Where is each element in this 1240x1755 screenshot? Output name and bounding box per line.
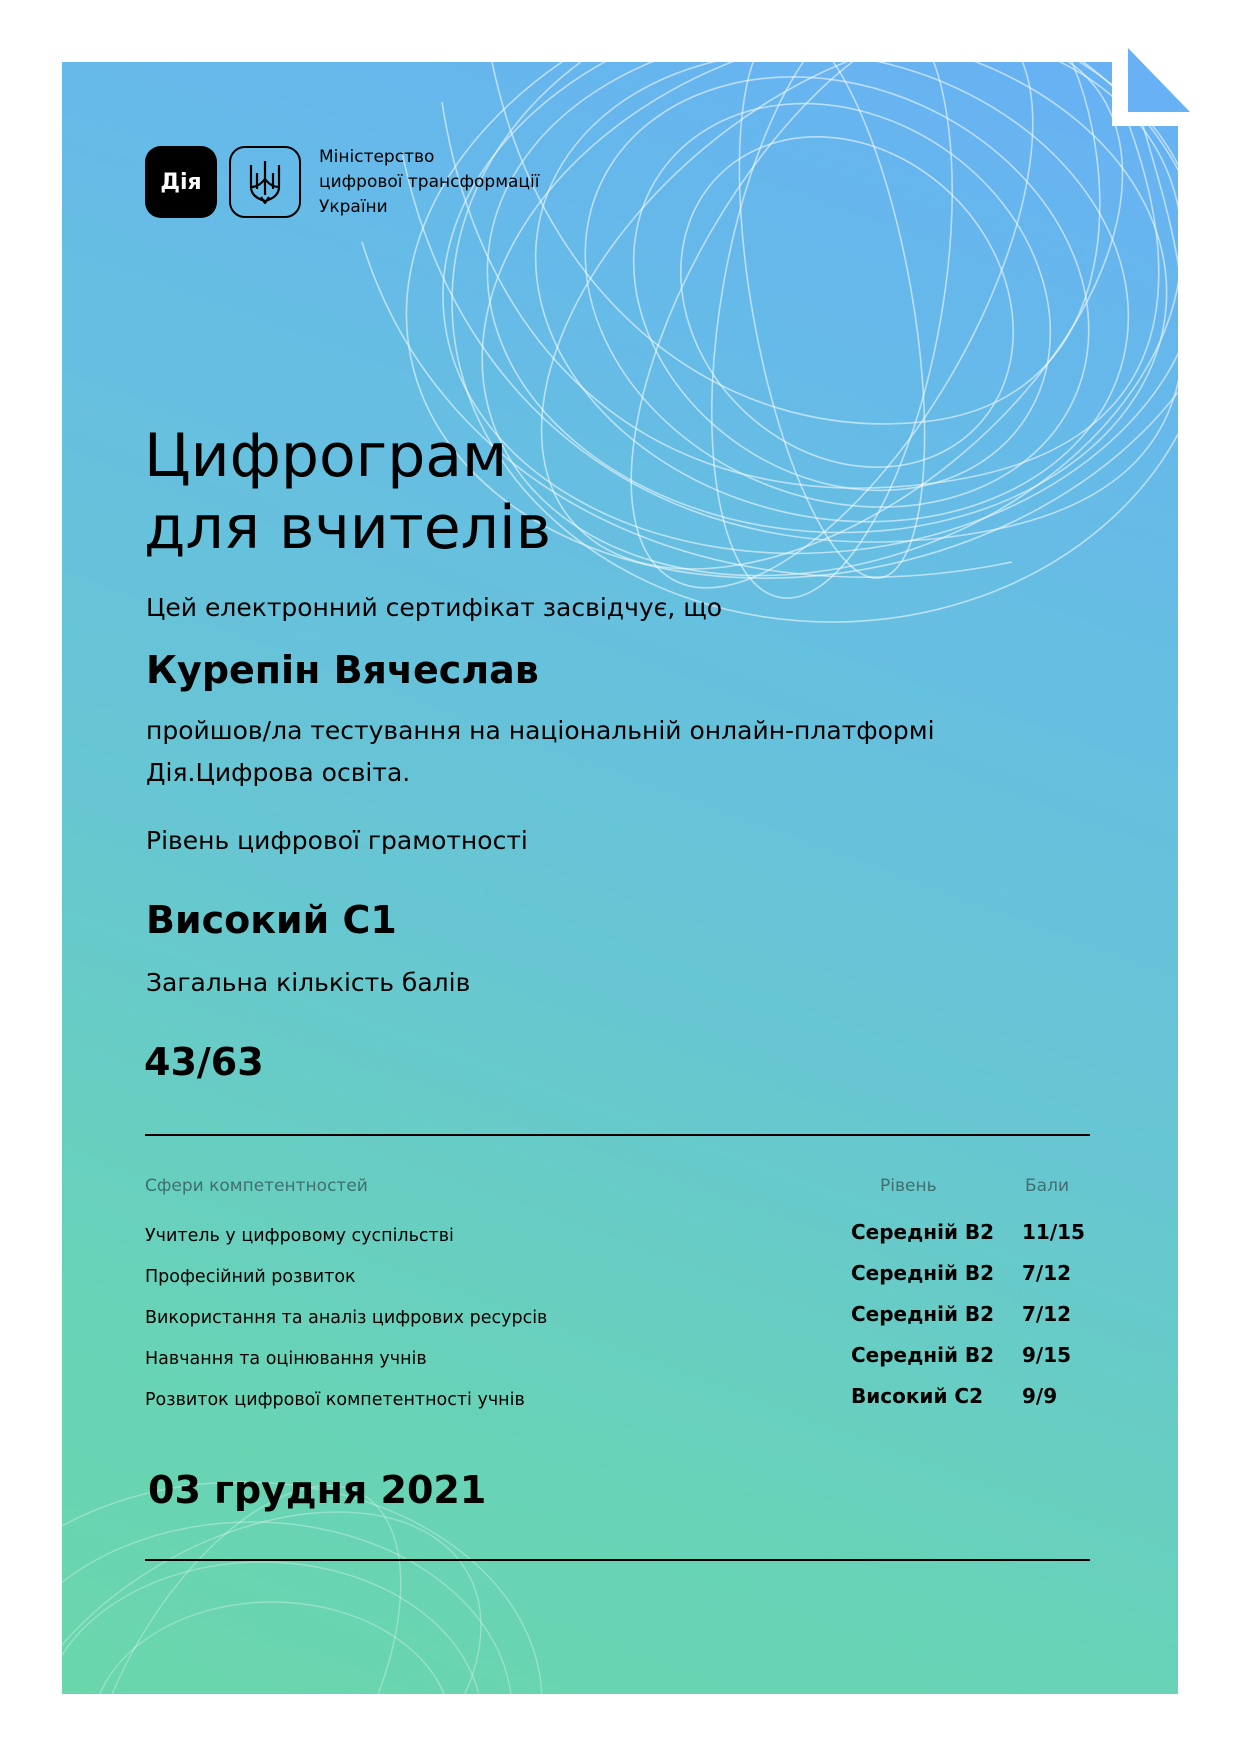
table-row [145,1220,1090,1252]
competency-name: Професійний розвиток [145,1267,356,1287]
diia-logo: Дія [145,146,217,218]
table-row [145,1261,1090,1293]
issue-date: 03 грудня 2021 [148,1468,487,1512]
table-header-points: Бали [1025,1176,1069,1196]
competency-name: Використання та аналіз цифрових ресурсів [145,1308,548,1328]
competency-name: Розвиток цифрової компетентності учнів [145,1390,525,1410]
competency-points: 11/15 [1022,1220,1085,1244]
certificate-title [144,420,551,564]
header-logos [145,145,539,219]
title-line: Цифрограм [144,421,508,491]
table-header-area: Сфери компетентностей [145,1176,368,1196]
trident-emblem-icon [229,146,301,218]
competency-name: Навчання та оцінювання учнів [145,1349,427,1369]
divider-top [145,1134,1090,1136]
competency-points: 9/9 [1022,1384,1058,1408]
certificate-card [62,62,1178,1694]
competency-points: 7/12 [1022,1261,1072,1285]
competency-name: Учитель у цифровому суспільстві [145,1226,454,1246]
competency-level: Середній В2 [851,1220,995,1244]
table-row [145,1343,1090,1375]
table-row [145,1302,1090,1334]
table-header-level: Рівень [880,1176,937,1196]
wireframe-sphere-decoration [62,62,1178,1694]
total-score: 43/63 [144,1040,264,1084]
competency-level: Середній В2 [851,1343,995,1367]
literacy-label: Рівень цифрової грамотності [146,826,528,855]
certifies-text: Цей електронний сертифікат засвідчує, що [146,593,723,622]
competency-points: 9/15 [1022,1343,1072,1367]
ministry-line: Міністерство [319,146,435,167]
competency-points: 7/12 [1022,1302,1072,1326]
competency-level: Середній В2 [851,1261,995,1285]
passed-text [146,710,1046,794]
recipient-name: Курепін Вячеслав [146,648,539,692]
title-line: для вчителів [144,493,552,563]
competency-level: Високий С2 [851,1384,984,1408]
ministry-name [319,145,539,220]
passed-text-line: Дія.Цифрова освіта. [146,758,411,787]
divider-bottom [145,1559,1090,1561]
literacy-level: Високий С1 [146,898,397,942]
ministry-line: цифрової трансформації [319,171,540,192]
competency-level: Середній В2 [851,1302,995,1326]
total-label: Загальна кількість балів [146,968,471,997]
corner-fold-icon [1128,48,1190,112]
table-row [145,1384,1090,1416]
ministry-line: України [319,196,388,217]
passed-text-line: пройшов/ла тестування на національній онлайн-платформі [146,716,935,745]
